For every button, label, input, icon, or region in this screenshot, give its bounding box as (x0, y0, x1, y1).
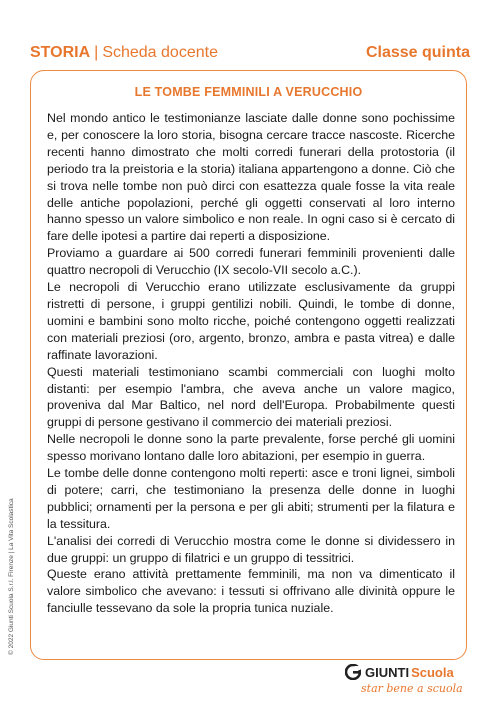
subject-label: STORIA (30, 44, 91, 61)
paragraph: Le necropoli di Verucchio erano utilizzate esclusivamente da gruppi ristretti di persone, i gruppi gentilizi nobili. Quindi, le tombe di donne, uomini e bambini sono molto ricche, poiché contengono oggetti realizzati con materiali preziosi (oro, argento, bronzo, ambra e pasta vitrea) e dalle raffinate lavorazioni. (47, 280, 455, 362)
paragraph: L'analisi dei corredi di Verucchio mostra come le donne si dividessero in due gruppi: un gruppo di filatrici e un gruppo di tessitrici. (47, 533, 455, 565)
grade-label: Classe quinta (365, 44, 470, 61)
giunti-g-icon (345, 664, 361, 680)
logo-row (345, 664, 475, 680)
logo-brand-accent: Scuola (411, 664, 454, 680)
sheet-type-label: Scheda docente (102, 44, 218, 61)
page-header (30, 44, 470, 62)
paragraph: Proviamo a guardare ai 500 corredi funerari femminili provenienti dalle quattro necropoli di Verucchio (IX secolo-VII secolo a.C.). (47, 246, 455, 278)
header-separator: | (94, 44, 99, 61)
paragraph: Queste erano attività prettamente femminili, ma non va dimenticato il valore simbolico che avevano: i tessuti si offrivano alle divinità oppure le fanciulle tessevano da sole la propria tunica nuziale. (47, 567, 455, 616)
logo-brand: GIUNTI (365, 664, 410, 680)
paragraph: Questi materiali testimoniano scambi commerciali con luoghi molto distanti: per esempio l'ambra, che aveva anche un valore magico, proveniva dal Mar Baltico, nel nord dell'Europa. Probabilmente questi gruppi di persone gestivano il commercio dei materiali preziosi. (47, 364, 455, 430)
logo-tagline: star bene a scuola (361, 682, 463, 695)
paragraph: Nel mondo antico le testimonianze lasciate dalle donne sono pochissime e, per conoscere la loro storia, bisogna cercare tracce nascoste. Ricerche recenti hanno dimostrato che molti corredi funerari della protostoria (il periodo tra la preistoria e la storia) italiana appartengono a donne. Ciò che si trova nelle tombe non può dirci con esattezza quale fosse la vita reale delle antiche popolazioni, perché gli oggetti conservati al loro interno hanno spesso un valore simbolico e non reale. In ogni caso si è cercato di fare delle ipotesi a partire dai reperti a disposizione. (47, 111, 455, 244)
publisher-logo (345, 664, 475, 695)
sheet-title: LE TOMBE FEMMINILI A VERUCCHIO (134, 85, 363, 99)
header-left (30, 44, 218, 62)
copyright-credit: © 2022 Giunti Scuola S.r.l. Firenze | La Vita Scolastica (8, 498, 15, 655)
text-body (47, 110, 455, 617)
paragraph: Le tombe delle donne contengono molti reperti: asce e troni lignei, simboli di potere; carri, che testimoniano la presenza delle donne in luoghi pubblici; ornamenti per la persona e per gli abiti; strumenti per la filatura e la tessitura. (47, 466, 455, 531)
paragraph: Nelle necropoli le donne sono la parte prevalente, forse perché gli uomini spesso morivano lontano dalle loro abitazioni, per esempio in guerra. (47, 432, 455, 464)
